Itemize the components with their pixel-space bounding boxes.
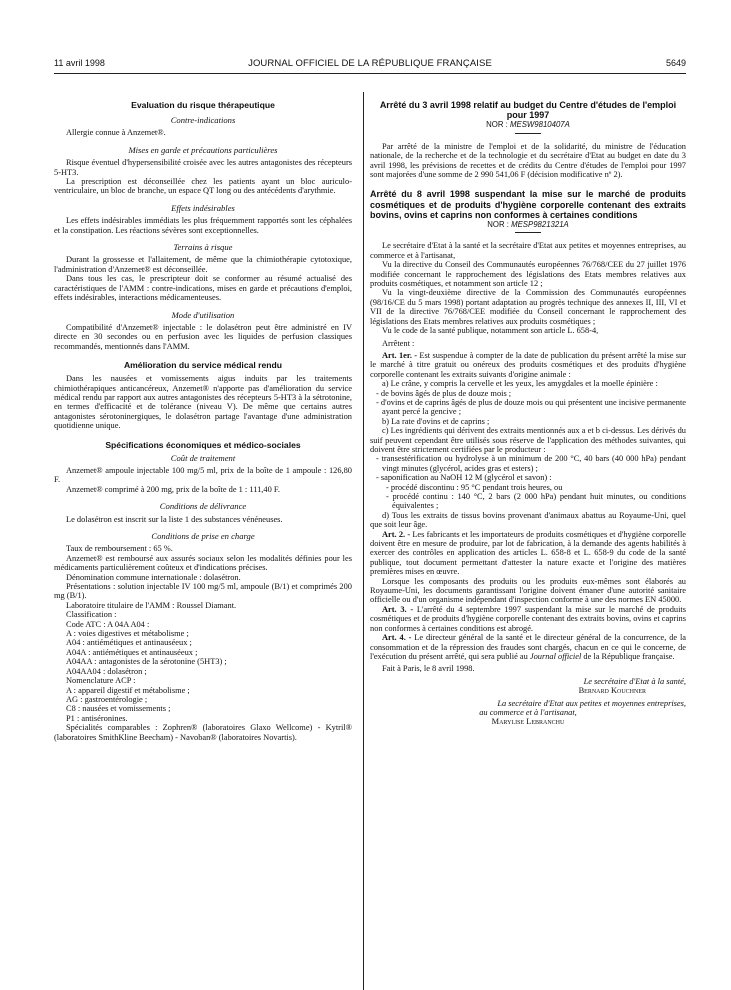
specialites-text: Spécialités comparables : Zophren® (laboratoires Glaxo Wellcome) - Kytril® (laboratoires SmithKline Beecham) - Navoban® (laboratoires Novartis). <box>54 723 352 742</box>
arrete1-text: Par arrêté de la ministre de l'emploi et de la solidarité, du ministre de l'éducation nationale, de la recherche et de la technologie et du secrétaire d'Etat au budget en date du 3 avril 1998, les prévisions de recettes et de crédits du Centre d'études de l'emploi pour 1997 sont majorées d'une somme de 2 990 541,06 F (décision modificative nº 2). <box>370 141 686 180</box>
art4-label: Art. 4. - <box>382 633 412 643</box>
art3 <box>370 605 686 633</box>
nor-label: NOR : <box>487 220 509 230</box>
cond-deliv-heading: Conditions de délivrance <box>159 501 247 512</box>
arrete1-nor <box>370 120 686 129</box>
art1-a1: - de bovins âgés de plus de douze mois ; <box>376 388 512 398</box>
sig1-title: Le secrétaire d'Etat à la santé, <box>583 676 686 686</box>
header-journal-title: JOURNAL OFFICIEL DE LA RÉPUBLIQUE FRANÇAISE <box>248 58 492 69</box>
atc-line: A04AA04 : dolasétron ; <box>66 666 147 676</box>
page-header <box>54 58 686 72</box>
left-column <box>54 100 352 742</box>
atc-line: A04AA : antagonistes de la sérotonine (5HT3) ; <box>66 657 227 667</box>
vu-3: Vu le code de la santé publique, notamment son article L. 658-4, <box>382 326 599 336</box>
cond-deliv-text: Le dolasétron est inscrit sur la liste 1 des substances vénéneuses. <box>66 514 283 524</box>
right-column <box>370 100 686 727</box>
cout-p1: Anzemet® ampoule injectable 100 mg/5 ml, prix de la boîte de 1 ampoule : 126,80 F. <box>54 465 352 485</box>
fait-a-paris: Fait à Paris, le 8 avril 1998. <box>382 664 475 674</box>
vu-1: Vu la directive du Conseil des Communautés européennes 76/768/CEE du 27 juillet 1976 modifiée concernant le rapprochement des législations des Etats membres relatives aux produits cosmétiques, et notamment son article 12 ; <box>370 260 686 289</box>
taux-text: Taux de remboursement : 65 %. <box>66 544 173 554</box>
eval-heading: Evaluation du risque thérapeutique <box>131 100 275 110</box>
acp-line: P1 : antiséronines. <box>66 713 128 723</box>
sig2-title-1: La secrétaire d'Etat aux petites et moyennes entreprises, <box>497 698 686 708</box>
acp-line: AG : gastroentérologie ; <box>66 694 148 704</box>
art4-text-a: Le directeur général de la santé et le directeur général de la concurrence, de la consommation et de la répression des fraudes sont chargés, chacun en ce qui le concerne, de l'exécution du présent arrêté, qui sera publié au <box>370 633 687 661</box>
nor-code: MESW9810407A <box>510 120 570 130</box>
amelio-text: Dans les nausées et vomissements aigus induits par les traitements chimiothérapiques anticancéreux, Anzemet® n'apporte pas d'amélioration du service médical rendu par rapport aux autres antagonistes des récepteurs 5-HT3 à la sétrotonine, en termes d'efficacité et de tolérance (niveau V). De même que certains autres antagonistes sérotoninergiques, le dolasétron partage l'avantage d'une administration quotidienne unique. <box>54 374 352 431</box>
arretent: Arrêtent : <box>382 338 415 348</box>
art3-label: Art. 3. - <box>382 604 414 614</box>
art4-journal: Journal officiel <box>529 651 582 661</box>
column-divider <box>363 92 364 990</box>
arrete2-intro: Le secrétaire d'Etat à la santé et la secrétaire d'Etat aux petites et moyennes entreprises, au commerce et à l'artisanat, <box>370 241 686 260</box>
art1-c2a: - procédé discontinu : 95 °C pendant trois heures, ou <box>386 482 563 492</box>
art1-a: a) Le crâne, y compris la cervelle et les yeux, les amygdales et la moelle épinière : <box>382 379 658 389</box>
rembourse-text: Anzemet® est remboursé aux assurés sociaux selon les modalités définies pour les médicaments particulièrement coûteux et d'indications précises. <box>54 553 352 573</box>
presentations-text: Présentations : solution injectable IV 100 mg/5 ml, ampoule (B/1) et comprimés 200 mg (B/1). <box>54 582 352 601</box>
sig2-title-2: au commerce et à l'artisanat, <box>479 707 577 717</box>
art1-c: c) Les ingrédients qui dérivent des extraits mentionnés aux a et b ci-dessus. Les dérivés du suif peuvent cependant être utilisés sous réserve de l'application des méthodes suivantes, qui doivent être strictement certifiées par le producteur : <box>370 426 686 454</box>
terrains-p2: Dans tous les cas, le prescripteur doit se conformer au résumé actualisé des caractéristiques de l'AMM : contre-indications, mises en garde et précautions d'emploi, effets indésirables, interactions médicamenteuses. <box>54 274 352 303</box>
art1-label: Art. 1er. - <box>382 350 418 360</box>
mises-p2: La prescription est déconseillée chez les patients ayant un bloc auriculo-ventriculaire, un bloc de branche, un espace QT long ou des antécédents d'arythmie. <box>54 177 352 196</box>
mode-heading: Mode d'utilisation <box>171 309 235 320</box>
atc-line: Code ATC : A 04A A04 : <box>66 619 150 629</box>
atc-line: A04A : antiémétiques et antinauséeux ; <box>66 647 198 657</box>
nor-code: MESP9821321A <box>511 220 569 230</box>
art2-text: Les fabricants et les importateurs de produits cosmétiques et d'hygiène corporelle doivent être en mesure de produire, par lot de fabrication, à la demande des agents habilités à exercer des contrôles en application des articles L. 658-8 et L. 658-9 du code de la santé publique, tout document permettant d'attester la nature exacte et l'origine des matières premières mises en œuvre. <box>370 529 687 577</box>
spec-heading: Spécifications économiques et médico-sociales <box>105 439 301 450</box>
acp-line: C8 : nausées et vomissements ; <box>66 704 171 714</box>
acp-line: A : appareil digestif et métabolisme ; <box>66 685 190 695</box>
art1-text: Est suspendue à compter de la date de publication du présent arrêté la mise sur le marché à titre gratuit ou onéreux des produits cosmétiques et des produits d'hygiène corporelle contenant les extraits suivants d'origine animale : <box>370 350 687 379</box>
arrete2-title: Arrêté du 8 avril 1998 suspendant la mise sur le marché de produits cosmétiques et de produits d'hygiène corporelle contenant des extraits bovins, ovins et caprins non conformes à certaines conditions <box>370 189 686 220</box>
terrains-heading: Terrains à risque <box>173 242 233 253</box>
nor-label: NOR : <box>486 120 508 130</box>
header-date: 11 avril 1998 <box>54 58 105 68</box>
art3-text: L'arrêté du 4 septembre 1997 suspendant la mise sur le marché de produits cosmétiques et de produits d'hygiène corporelle contenant des extraits bovins, ovins et caprins non conformes à certaines conditions est abrogé. <box>370 604 686 633</box>
atc-line: A04 : antiémétiques et antinauséeux ; <box>66 638 192 648</box>
cout-heading: Coût de traitement <box>170 452 236 463</box>
laboratoire-text: Laboratoire titulaire de l'AMM : Roussel Diamant. <box>66 600 237 610</box>
sig1-name: Bernard Kouchner <box>578 686 646 696</box>
arrete1-title: Arrêté du 3 avril 1998 relatif au budget du Centre d'études de l'emploi pour 1997 <box>379 100 677 121</box>
art1-a2: - d'ovins et de caprins âgés de plus de douze mois ou qui présentent une incisive permanente ayant percé la gencive ; <box>376 397 686 417</box>
art2 <box>370 530 686 577</box>
arrete2-nor <box>370 220 686 229</box>
classification-text: Classification : <box>66 610 117 620</box>
art4-text-b: de la République française. <box>581 651 675 661</box>
effets-text: Les effets indésirables immédiats les plus fréquemment rapportés sont les céphalées et la constipation. Les réactions sévères sont exceptionnelles. <box>54 216 352 235</box>
vu-2: Vu la vingt-deuxième directive de la Commission des Communautés européennes (98/16/CE du 5 mars 1998) portant adaptation au progrès technique des annexes II, III, VI et VII de la directive 76/768/CEE modifiée du Conseil concernant le rapprochement des législations des Etats membres relatives aux produits cosmétiques ; <box>370 288 686 326</box>
art2-label: Art. 2. - <box>382 529 411 539</box>
sig2-name: Marylise Lebranchu <box>491 717 565 727</box>
contre-heading: Contre-indications <box>170 115 236 125</box>
art1-b: b) La rate d'ovins et de caprins ; <box>382 416 490 426</box>
art1-c1: - transestérification ou hydrolyse à un minimum de 200 °C, 40 bars (40 000 hPa) pendant vingt minutes (glycérol, acides gras et esters) ; <box>376 454 686 473</box>
mises-p1: Risque éventuel d'hypersensibilité croisée avec les autres antagonistes des récepteurs 5-HT3. <box>54 158 352 177</box>
denomination-text: Dénomination commune internationale : dolasétron. <box>66 572 241 582</box>
effets-heading: Effets indésirables <box>171 202 235 213</box>
art2-p2: Lorsque les composants des produits ou les produits eux-mêmes sont élaborés au Royaume-Uni, les documents garantissant l'origine doivent émaner d'une autorité sanitaire officielle ou d'un organisme indépendant d'inspection conforme à une des normes EN 45000. <box>370 576 686 605</box>
header-rule <box>54 73 686 74</box>
art1-c2: - saponification au NaOH 12 M (glycérol et savon) : <box>376 473 552 483</box>
terrains-p1: Durant la grossesse et l'allaitement, de même que la chimiothérapie cytotoxique, l'administration d'Anzemet® est déconseillée. <box>54 255 352 274</box>
mode-text: Compatibilité d'Anzemet® injectable : le dolasétron peut être administré en IV directe en 30 secondes ou en perfusion avec les liquides de perfusion classiques recommandés, mentionnés dans l'AMM. <box>54 322 352 351</box>
acp-line: Nomenclature ACP : <box>66 676 136 686</box>
cout-p2: Anzemet® comprimé à 200 mg, prix de la boîte de 1 : 111,40 F. <box>66 484 280 494</box>
amelio-heading: Amélioration du service médical rendu <box>123 360 283 371</box>
art1 <box>370 351 686 379</box>
art1-c2b: - procédé continu : 140 °C, 2 bars (2 000 hPa) pendant huit minutes, ou conditions équivalentes ; <box>386 492 686 511</box>
art4 <box>370 633 686 661</box>
art1-d: d) Tous les extraits de tissus bovins provenant d'animaux abattus au Royaume-Uni, quel que soit leur âge. <box>370 510 686 530</box>
contre-text: Allergie connue à Anzemet®. <box>66 128 166 138</box>
atc-line: A : voies digestives et métabolisme ; <box>66 629 189 639</box>
header-page-number: 5649 <box>665 58 686 68</box>
mises-heading: Mises en garde et précautions particulières <box>128 144 278 155</box>
cond-prise-heading: Conditions de prise en charge <box>151 531 255 541</box>
